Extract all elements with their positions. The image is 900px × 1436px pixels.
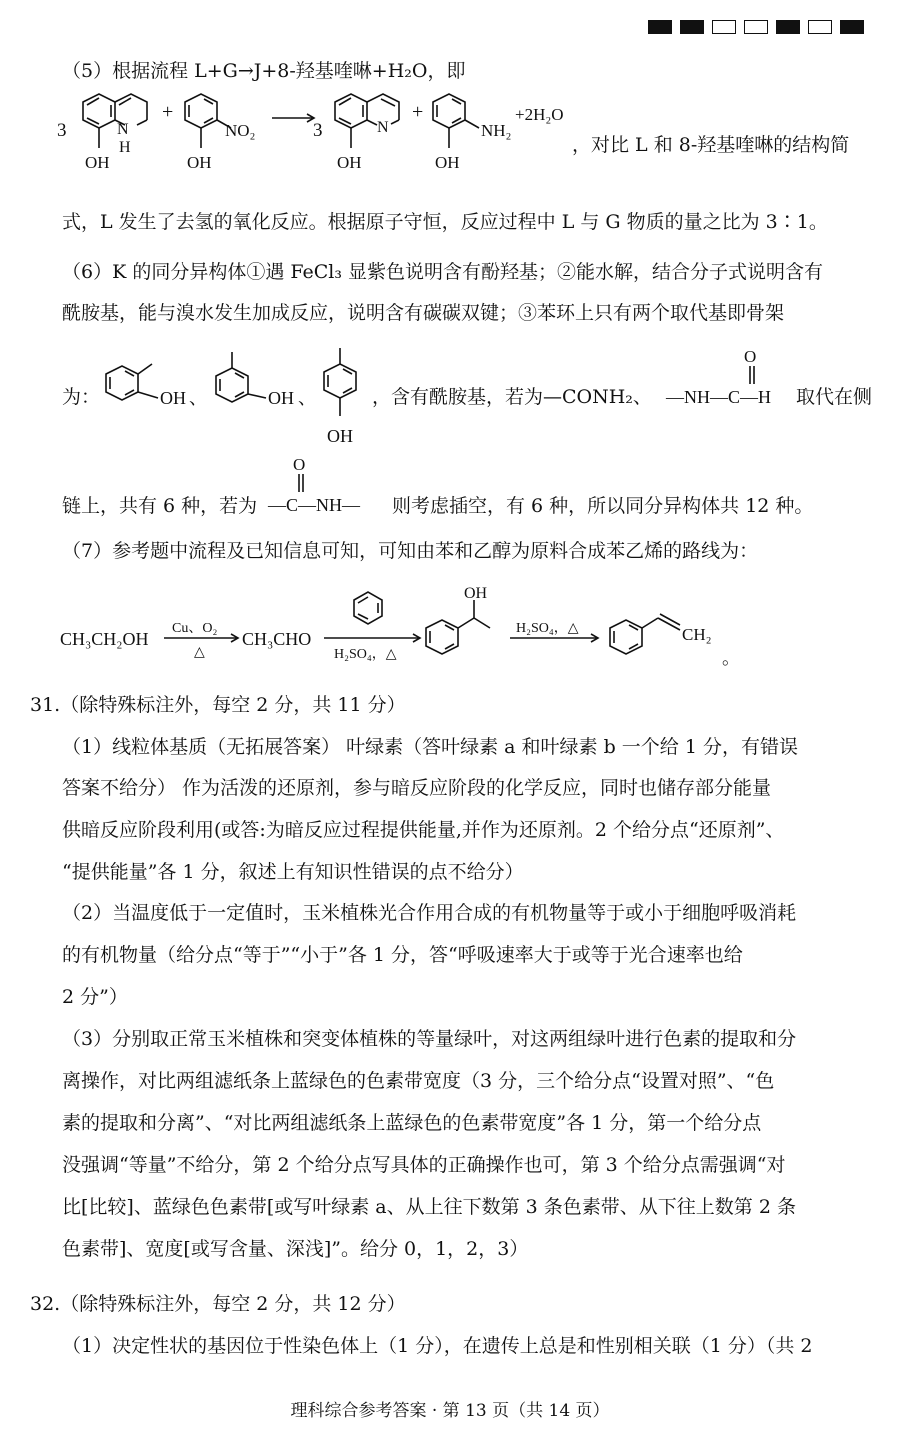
nh-c-h-label: —NH—C—H bbox=[666, 387, 772, 407]
answer-6-count-prefix: 链上，共有 6 种，若为 bbox=[62, 495, 258, 517]
answer-7-line: （7）参考题中流程及已知信息可知，可知由苯和乙醇为原料合成苯乙烯的路线为： bbox=[62, 540, 759, 562]
answer-6-amide-text: ，含有酰胺基，若为—CONH₂、 bbox=[372, 386, 652, 408]
ethanol-label: CH₃CH₂OH bbox=[60, 629, 149, 649]
c-nh-label: —C—NH— bbox=[268, 495, 361, 515]
n-label: N bbox=[377, 119, 389, 136]
answer-31-1-line-1: （1）线粒体基质（无拓展答案） 叶绿素（答叶绿素 a 和叶绿素 b 一个给 1 分，有错误 bbox=[62, 736, 798, 758]
answer-31-1-line-2: 答案不给分） 作为活泼的还原剂，参与暗反应阶段的化学反应，同时也储存部分能量 bbox=[62, 777, 772, 799]
synthesis-route bbox=[58, 572, 758, 676]
plus-sign: + bbox=[162, 101, 174, 123]
answer-31-2-line-2: 的有机物量（给分点“等于”“小于”各 1 分，答“呼吸速率大于或等于光合速率也给 bbox=[62, 944, 743, 966]
answer-5-line: （5）根据流程 L+G→J+8-羟基喹啉+H₂O，即 bbox=[62, 60, 466, 82]
h-label: H bbox=[119, 139, 131, 156]
mark-filled bbox=[840, 20, 864, 34]
header-marks bbox=[648, 20, 864, 34]
oh-label: OH bbox=[85, 153, 110, 172]
answer-6-line-2: 酰胺基，能与溴水发生加成反应，说明含有碳碳双键；③苯环上只有两个取代基即骨架 bbox=[62, 302, 785, 324]
oh-label: OH bbox=[464, 585, 488, 602]
question-32-heading: 32.（除特殊标注外，每空 2 分，共 12 分） bbox=[30, 1293, 406, 1315]
oh-label: OH bbox=[160, 388, 186, 408]
coefficient-3: 3 bbox=[313, 120, 323, 141]
no2-label: NO₂ bbox=[225, 121, 256, 140]
answer-6-side-chain: 取代在侧 bbox=[796, 386, 873, 408]
mark-empty bbox=[744, 20, 768, 34]
mark-empty bbox=[712, 20, 736, 34]
answer-6-prefix: 为： bbox=[62, 386, 101, 408]
answer-31-3-line-4: 没强调“等量”不给分，第 2 个给分点写具体的正确操作也可，第 3 个给分点需强调“对 bbox=[62, 1154, 786, 1176]
condition-heat: △ bbox=[194, 645, 205, 660]
answer-31-1-line-4: “提供能量”各 1 分，叙述上有知识性错误的点不给分） bbox=[62, 861, 524, 883]
oh-label: OH bbox=[327, 426, 353, 446]
answer-31-3-line-5: 比[比较]、蓝绿色色素带[或写叶绿素 a、从上往下数第 3 条色素带、从下往上数第 2 条 bbox=[62, 1196, 796, 1218]
reaction-scheme-quinoline bbox=[55, 88, 595, 196]
oh-label: OH bbox=[337, 153, 362, 172]
mark-filled bbox=[648, 20, 672, 34]
condition-h2so4-heat: H₂SO₄，△ bbox=[516, 621, 579, 636]
oh-label: OH bbox=[187, 153, 212, 172]
answer-5-tail: ，对比 L 和 8-羟基喹啉的结构简 bbox=[572, 134, 850, 156]
formamide-group bbox=[662, 346, 812, 412]
end-period: 。 bbox=[722, 648, 740, 668]
answer-6-count: 则考虑插空，有 6 种，所以同分异构体共 12 种。 bbox=[392, 495, 814, 517]
separator: 、 bbox=[189, 388, 207, 408]
separator: 、 bbox=[298, 388, 316, 408]
amide-insert-group bbox=[266, 454, 396, 520]
coefficient-3: 3 bbox=[57, 120, 67, 141]
answer-31-1-line-3: 供暗反应阶段利用(或答:为暗反应过程提供能量,并作为还原剂。2 个给分点“还原剂”、 bbox=[62, 819, 785, 841]
o-label: O bbox=[744, 347, 757, 366]
nh2-label: NH₂ bbox=[481, 121, 512, 140]
acetaldehyde-label: CH₃CHO bbox=[242, 629, 312, 649]
answer-5-conclusion: 式，L 发生了去氢的氧化反应。根据原子守恒，反应过程中 L 与 G 物质的量之比为 3∶1。 bbox=[62, 211, 828, 233]
answer-32-1-line-1: （1）决定性状的基因位于性染色体上（1 分），在遗传上总是和性别相关联（1 分）（共 2 bbox=[62, 1335, 813, 1357]
ch2-label: CH₂ bbox=[682, 625, 712, 644]
condition-h2so4: H₂SO₄，△ bbox=[334, 647, 397, 662]
mark-filled bbox=[680, 20, 704, 34]
answer-31-2-line-3: 2 分”） bbox=[62, 986, 128, 1008]
answer-31-3-line-1: （3）分别取正常玉米植株和突变体植株的等量绿叶，对这两组绿叶进行色素的提取和分 bbox=[62, 1028, 797, 1050]
o-label: O bbox=[293, 455, 306, 474]
condition-cu-o2: Cu、O₂ bbox=[172, 621, 218, 636]
mark-filled bbox=[776, 20, 800, 34]
answer-31-3-line-3: 素的提取和分离”、“对比两组滤纸条上蓝绿色的色素带宽度”各 1 分，第一个给分点 bbox=[62, 1112, 762, 1134]
plus-2h2o: +2H₂O bbox=[515, 105, 564, 124]
plus-sign: + bbox=[412, 101, 424, 123]
nh-label: N bbox=[117, 121, 129, 138]
oh-label: OH bbox=[268, 388, 294, 408]
oh-label: OH bbox=[435, 153, 460, 172]
mark-empty bbox=[808, 20, 832, 34]
answer-6-line-1: （6）K 的同分异构体①遇 FeCl₃ 显紫色说明含有酚羟基；②能水解，结合分子式说明含有 bbox=[62, 261, 824, 283]
answer-31-2-line-1: （2）当温度低于一定值时，玉米植株光合作用合成的有机物量等于或小于细胞呼吸消耗 bbox=[62, 902, 797, 924]
skeleton-structures bbox=[98, 342, 376, 450]
answer-31-3-line-6: 色素带]、宽度[或写含量、深浅]”。给分 0，1，2，3） bbox=[62, 1238, 529, 1260]
answer-31-3-line-2: 离操作，对比两组滤纸条上蓝绿色的色素带宽度（3 分，三个给分点“设置对照”、“色 bbox=[62, 1070, 775, 1092]
question-31-heading: 31.（除特殊标注外，每空 2 分，共 11 分） bbox=[30, 694, 406, 716]
page-footer: 理科综合参考答案 · 第 13 页（共 14 页） bbox=[290, 1401, 610, 1421]
